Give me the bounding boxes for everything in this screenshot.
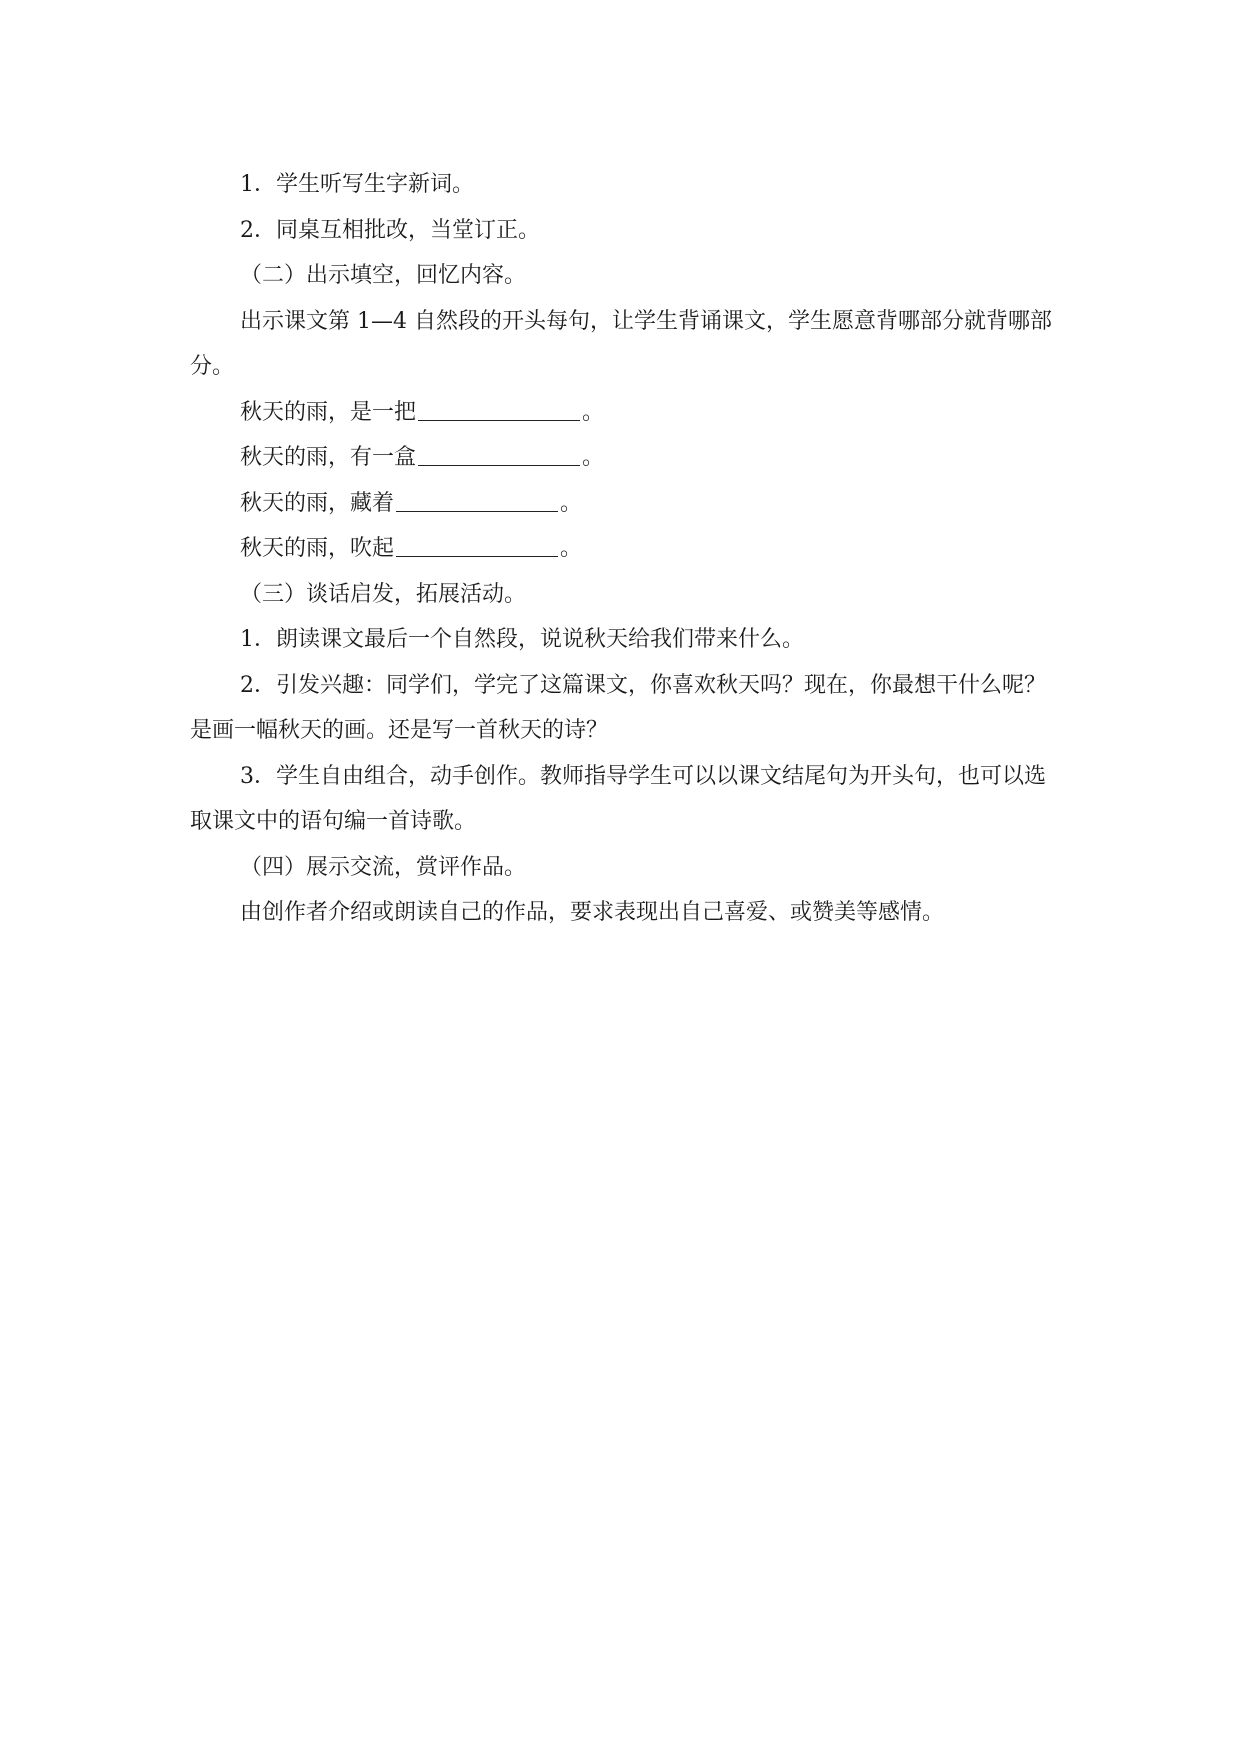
fill-blank-prefix: 秋天的雨，有一盒 bbox=[240, 445, 417, 470]
paragraph-recite-instructions: 出示课文第 1—4 自然段的开头每句，让学生背诵课文，学生愿意背哪部分就背哪部分。 bbox=[190, 308, 1052, 379]
fill-blank-suffix: 。 bbox=[560, 490, 583, 516]
fill-blank-underline bbox=[396, 534, 558, 557]
fill-blank-suffix: 。 bbox=[582, 445, 605, 470]
fill-blank-line bbox=[190, 390, 1052, 436]
document-body bbox=[190, 162, 1052, 936]
paragraph-present-works: 由创作者介绍或朗读自己的作品，要求表现出自己喜爱、或赞美等感情。 bbox=[240, 900, 945, 925]
fill-blank-line bbox=[190, 526, 1052, 572]
fill-blank-prefix: 秋天的雨，是一把 bbox=[240, 399, 417, 425]
fill-blank-suffix: 。 bbox=[582, 399, 605, 425]
fill-blank-line bbox=[190, 481, 1052, 527]
section-heading-showcase: （四）展示交流，赏评作品。 bbox=[240, 854, 527, 880]
paragraph-spark-interest: 2．引发兴趣：同学们，学完了这篇课文，你喜欢秋天吗？现在，你最想干什么呢？是画一幅秋天的画。还是写一首秋天的诗？ bbox=[190, 672, 1046, 743]
paragraph-dictation: 1．学生听写生字新词。 bbox=[240, 172, 474, 197]
fill-blank-underline bbox=[396, 489, 558, 512]
section-heading-fill-blank: （二）出示填空，回忆内容。 bbox=[240, 263, 527, 288]
paragraph-group-creation: 3．学生自由组合，动手创作。教师指导学生可以以课文结尾句为开头句，也可以选取课文中的语句编一首诗歌。 bbox=[190, 763, 1046, 834]
paragraph-read-last-section: 1．朗读课文最后一个自然段，说说秋天给我们带来什么。 bbox=[240, 627, 804, 652]
fill-blank-suffix: 。 bbox=[560, 536, 583, 561]
fill-blank-underline bbox=[418, 398, 580, 421]
section-heading-discussion: （三）谈话启发，拓展活动。 bbox=[240, 581, 527, 607]
fill-blank-underline bbox=[418, 443, 580, 466]
paragraph-peer-correction: 2．同桌互相批改，当堂订正。 bbox=[240, 217, 540, 243]
fill-blank-prefix: 秋天的雨，藏着 bbox=[240, 490, 395, 516]
fill-blank-prefix: 秋天的雨，吹起 bbox=[240, 536, 395, 561]
fill-blank-line bbox=[190, 435, 1052, 481]
